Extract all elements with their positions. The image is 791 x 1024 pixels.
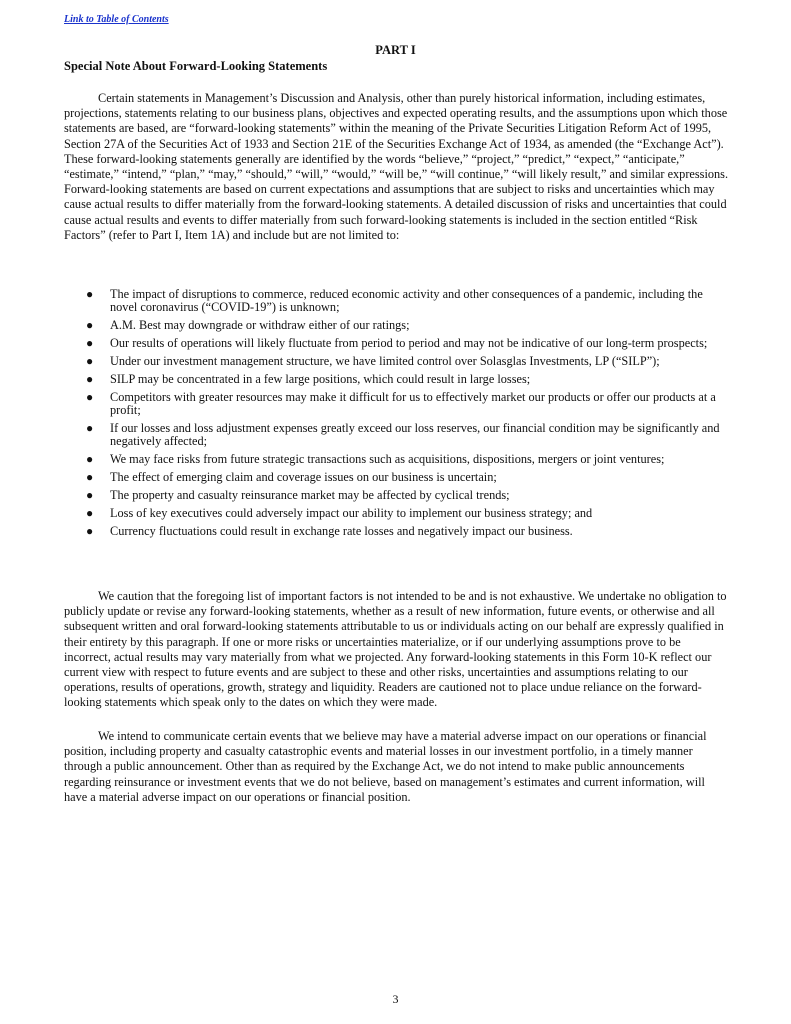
list-item-text: Loss of key executives could adversely impact our ability to implement our business strategy; and	[110, 506, 593, 520]
section-title: Special Note About Forward-Looking Statements	[64, 59, 328, 73]
bullet-icon: ●	[86, 372, 94, 386]
list-item-text: If our losses and loss adjustment expenses greatly exceed our loss reserves, our financial condition may be significantly and negatively affected;	[110, 421, 720, 448]
intro-paragraph: Certain statements in Management’s Discussion and Analysis, other than purely historical information, including estimates, projections, statements relating to our business plans, objectives and expected operating results, and the assumptions upon which those statements are based, are “forward-looking statements” within the meaning of the Private Securities Litigation Reform Act of 1995, Section 27A of the Securities Act of 1933 and Section 21E of the Securities Exchange Act of 1934, as amended (the “Exchange Act”). These forward-looking statements generally are identified by the words “believe,” “project,” “predict,” “expect,” “anticipate,” “estimate,” “intend,” “plan,” “may,” “should,” “will,” “would,” “will be,” “will continue,” “will likely result,” and similar expressions. Forward-looking statements are based on current expectations and assumptions that are subject to risks and uncertainties which may cause actual results to differ materially from the forward-looking statements. A detailed discussion of risks and uncertainties that could cause actual results and events to differ materially from such forward-looking statements is included in the section entitled “Risk Factors” (refer to Part I, Item 1A) and include but are not limited to:	[64, 91, 729, 242]
bullet-icon: ●	[86, 470, 94, 484]
list-item	[64, 471, 730, 484]
list-item	[64, 355, 730, 368]
list-item-text: The property and casualty reinsurance market may be affected by cyclical trends;	[110, 488, 510, 502]
part-title: PART I	[375, 43, 416, 57]
communication-paragraph: We intend to communicate certain events that we believe may have a material adverse impact on our operations or financial position, including property and casualty catastrophic events and material losses in our investment portfolio, in a timely manner through a public announcement. Other than as required by the Exchange Act, we do not intend to make public announcements regarding reinsurance or investment events that we do not believe, based on management’s estimates and current information, will have a material adverse impact on our operations or financial position.	[64, 729, 707, 804]
list-item-text: Competitors with greater resources may make it difficult for us to effectively market our products or offer our products at a profit;	[110, 390, 716, 417]
list-item	[64, 525, 730, 538]
list-item	[64, 422, 730, 448]
list-item	[64, 288, 730, 314]
list-item	[64, 507, 730, 520]
list-item	[64, 391, 730, 417]
bullet-icon: ●	[86, 336, 94, 350]
bullet-icon: ●	[86, 421, 94, 435]
bullet-icon: ●	[86, 452, 94, 466]
bullet-icon: ●	[86, 524, 94, 538]
list-item-text: A.M. Best may downgrade or withdraw either of our ratings;	[110, 318, 410, 332]
list-item	[64, 319, 730, 332]
list-item-text: Our results of operations will likely fluctuate from period to period and may not be indicative of our long-term prospects;	[110, 336, 708, 350]
list-item-text: The impact of disruptions to commerce, reduced economic activity and other consequences of a pandemic, including the novel coronavirus (“COVID-19”) is unknown;	[110, 287, 703, 314]
list-item	[64, 373, 730, 386]
bullet-icon: ●	[86, 390, 94, 404]
list-item	[64, 453, 730, 466]
list-item-text: We may face risks from future strategic transactions such as acquisitions, dispositions, mergers or joint ventures;	[110, 452, 665, 466]
bullet-icon: ●	[86, 488, 94, 502]
list-item-text: SILP may be concentrated in a few large positions, which could result in large losses;	[110, 372, 531, 386]
list-item-text: Under our investment management structure, we have limited control over Solasglas Investments, LP (“SILP”);	[110, 354, 660, 368]
risk-factor-list	[64, 288, 730, 543]
list-item	[64, 489, 730, 502]
caution-paragraph: We caution that the foregoing list of important factors is not intended to be and is not exhaustive. We undertake no obligation to publicly update or revise any forward-looking statements, whether as a result of new information, future events, or otherwise and all subsequent written and oral forward-looking statements attributable to us or individuals acting on our behalf are expressly qualified in their entirety by this paragraph. If one or more risks or uncertainties materialize, or if our underlying assumptions prove to be incorrect, actual results may vary materially from what we projected. Any forward-looking statements in this Form 10-K reflect our current view with respect to future events and are subject to these and other risks, uncertainties and assumptions relating to our operations, results of operations, growth, strategy and liquidity. Readers are cautioned not to place undue reliance on the forward-looking statements which speak only to the dates on which they were made.	[64, 589, 727, 710]
bullet-icon: ●	[86, 318, 94, 332]
list-item-text: The effect of emerging claim and coverage issues on our business is uncertain;	[110, 470, 497, 484]
bullet-icon: ●	[86, 287, 94, 301]
bullet-icon: ●	[86, 354, 94, 368]
list-item	[64, 337, 730, 350]
table-of-contents-link[interactable]: Link to Table of Contents	[64, 14, 169, 25]
list-item-text: Currency fluctuations could result in exchange rate losses and negatively impact our business.	[110, 524, 573, 538]
page-number: 3	[392, 992, 399, 1006]
bullet-icon: ●	[86, 506, 94, 520]
